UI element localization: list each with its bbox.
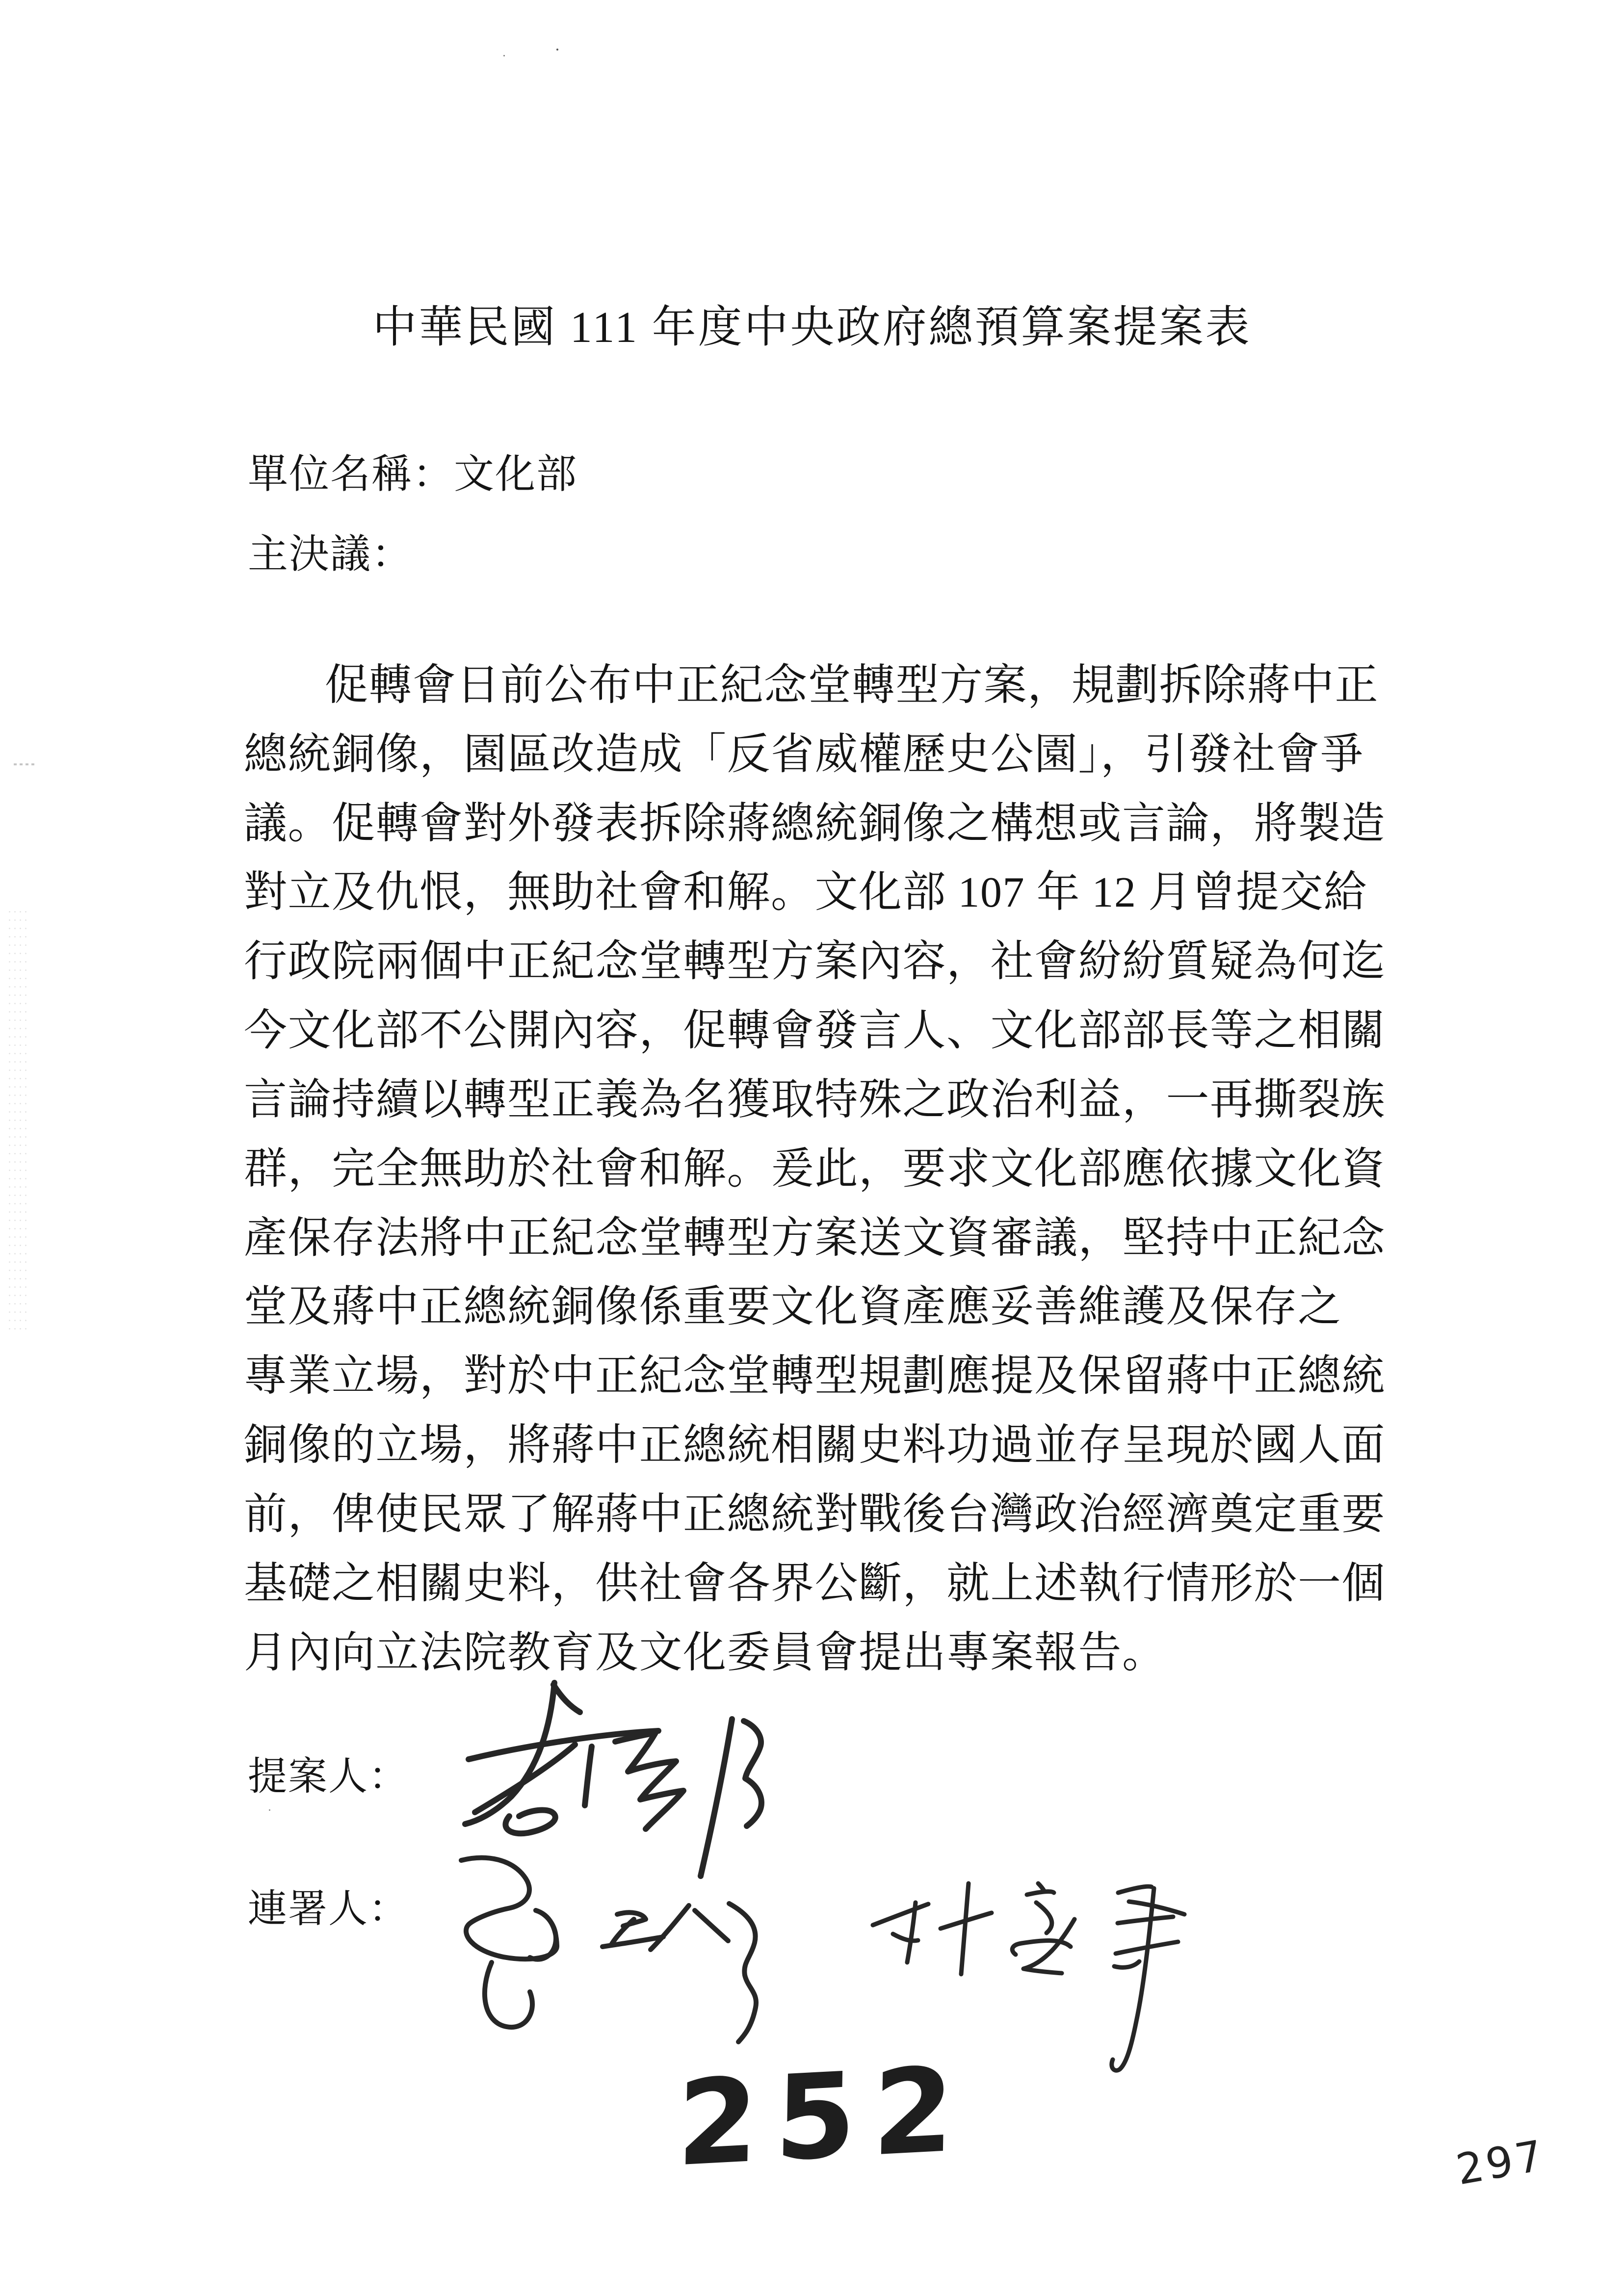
body-line: 銅像的立場，將蔣中正總統相關史料功過並存呈現於國人面 bbox=[244, 1422, 1386, 1469]
body-line: 言論持續以轉型正義為名獲取特殊之政治利益，一再撕裂族 bbox=[244, 1076, 1386, 1124]
scan-speck bbox=[556, 49, 558, 51]
body-line: 堂及蔣中正總統銅像係重要文化資產應妥善維護及保存之 bbox=[244, 1283, 1342, 1331]
body-line: 今文化部不公開內容，促轉會發言人、文化部部長等之相關 bbox=[244, 1007, 1386, 1055]
body-line: 月內向立法院教育及文化委員會提出專案報告。 bbox=[244, 1629, 1166, 1677]
unit-name-value: 文化部 bbox=[454, 452, 578, 496]
body-line: 總統銅像，園區改造成「反省威權歷史公園」，引發社會爭 bbox=[244, 731, 1364, 779]
body-line: 產保存法將中正紀念堂轉型方案送文資審議，堅持中正紀念 bbox=[244, 1215, 1386, 1262]
proposer-label: 提案人： bbox=[248, 1755, 409, 1799]
body-line: 對立及仇恨，無助社會和解。文化部 107 年 12 月曾提交給 bbox=[244, 869, 1368, 916]
cosigner-label: 連署人： bbox=[248, 1888, 409, 1931]
body-line: 促轉會日前公布中正紀念堂轉型方案，規劃拆除蔣中正 bbox=[325, 662, 1379, 709]
scan-speck bbox=[269, 1809, 270, 1811]
unit-name-line bbox=[248, 452, 577, 496]
body-line: 前，俾使民眾了解蔣中正總統對戰後台灣政治經濟奠定重要 bbox=[244, 1491, 1386, 1539]
scan-noise-dash bbox=[14, 763, 36, 765]
body-line: 群，完全無助於社會和解。爰此，要求文化部應依據文化資 bbox=[244, 1146, 1386, 1193]
body-line: 基礎之相關史料，供社會各界公斷，就上述執行情形於一個 bbox=[244, 1560, 1386, 1608]
unit-name-label: 單位名稱： bbox=[248, 452, 454, 496]
cosigner-signature-2 bbox=[873, 1883, 1184, 2070]
scan-noise-strip bbox=[7, 908, 29, 1330]
proposer-signature bbox=[465, 1683, 761, 1876]
handwritten-page-number: 252 bbox=[676, 2041, 972, 2193]
document-title: 中華民國 111 年度中央政府總預算案提案表 bbox=[372, 303, 1252, 352]
body-line: 行政院兩個中正紀念堂轉型方案內容，社會紛紛質疑為何迄 bbox=[244, 938, 1386, 986]
scan-speck bbox=[503, 55, 505, 56]
body-line: 議。促轉會對外發表拆除蔣總統銅像之構想或言論，將製造 bbox=[244, 800, 1386, 848]
main-resolution-label: 主決議： bbox=[248, 532, 413, 576]
corner-page-number: 297 bbox=[1452, 2131, 1549, 2195]
cosigner-signature-1 bbox=[461, 1858, 756, 2042]
body-line: 專業立場，對於中正紀念堂轉型規劃應提及保留蔣中正總統 bbox=[244, 1353, 1386, 1400]
